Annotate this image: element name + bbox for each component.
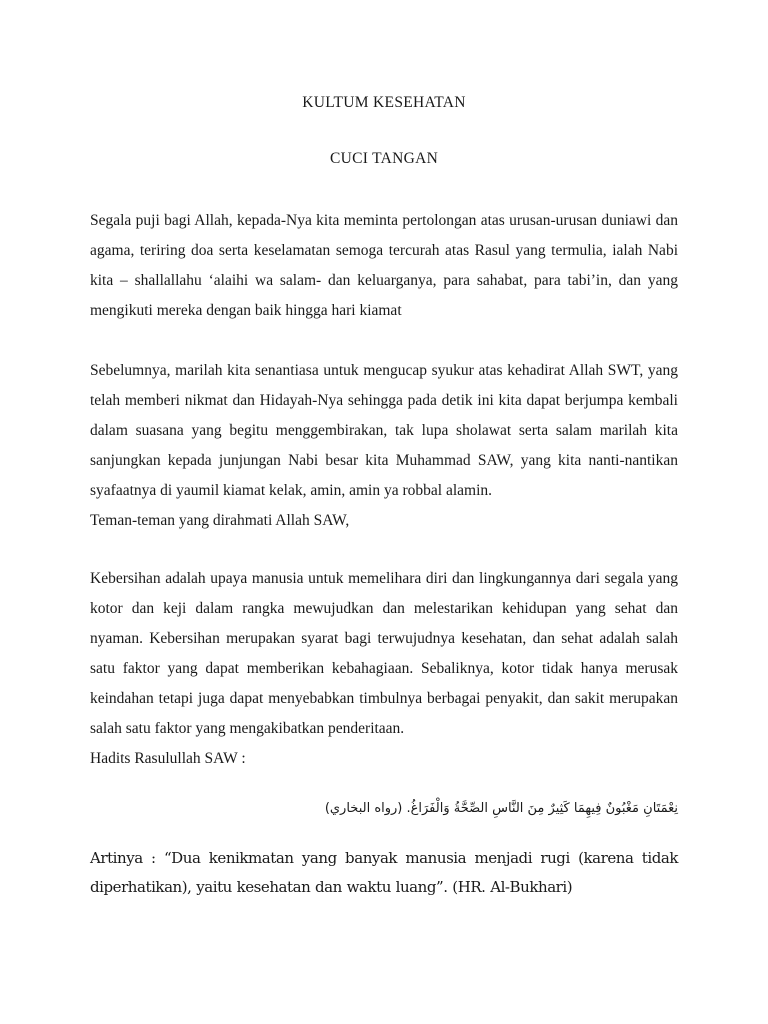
hadith-translation: Artinya : “Dua kenikmatan yang banyak manusia menjadi rugi (karena tidak diperhatikan), yaitu kesehatan dan waktu luang”. (HR. Al-Bukhari) bbox=[90, 849, 678, 896]
page-subtitle: CUCI TANGAN bbox=[329, 150, 439, 167]
paragraph-body: Kebersihan adalah upaya manusia untuk memelihara diri dan lingkungannya dari segala yang kotor dan keji dalam rangka mewujudkan dan melestarikan kehidupan yang sehat dan nyaman. Kebersihan merupakan syarat bagi terwujudnya kesehatan, dan sehat adalah salah satu faktor yang dapat memberikan kebahagiaan. Sebaliknya, kotor tidak hanya merusak keindahan tetapi juga dapat menyebabkan timbulnya berbagai penyakit, dan sakit merupakan salah satu faktor yang mengakibatkan penderitaan. bbox=[90, 570, 678, 737]
paragraph-opening: Segala puji bagi Allah, kepada-Nya kita meminta pertolongan atas urusan-urusan duniawi dan agama, teriring doa serta keselamatan semoga tercurah atas Rasul yang termulia, ialah Nabi kita – shallallahu ‘alaihi wa salam- dan keluarganya, para sahabat, para tabi’in, dan yang mengikuti mereka dengan baik hingga hari kiamat bbox=[90, 212, 678, 319]
hadith-arabic-text: نِعْمَتَانِ مَغْبُونٌ فِيهِمَا كَثِيرٌ مِنَ النَّاسِ الصِّحَّةُ وَالْفَرَاغُ. (رواه البخاري) bbox=[324, 801, 678, 816]
page-title: KULTUM KESEHATAN bbox=[302, 94, 466, 111]
document-body bbox=[90, 88, 678, 902]
paragraph-gratitude: Sebelumnya, marilah kita senantiasa untuk mengucap syukur atas kehadirat Allah SWT, yang telah memberi nikmat dan Hidayah-Nya sehingga pada detik ini kita dapat berjumpa kembali dalam suasana yang begitu menggembirakan, tak lupa sholawat serta salam marilah kita sanjungkan kepada junjungan Nabi besar kita Muhammad SAW, yang kita nanti-nantikan syafaatnya di yaumil kiamat kelak, amin, amin ya robbal alamin. bbox=[90, 362, 678, 499]
paragraph-salutation: Teman-teman yang dirahmati Allah SAW, bbox=[90, 512, 350, 529]
hadith-label: Hadits Rasulullah SAW : bbox=[90, 750, 246, 767]
